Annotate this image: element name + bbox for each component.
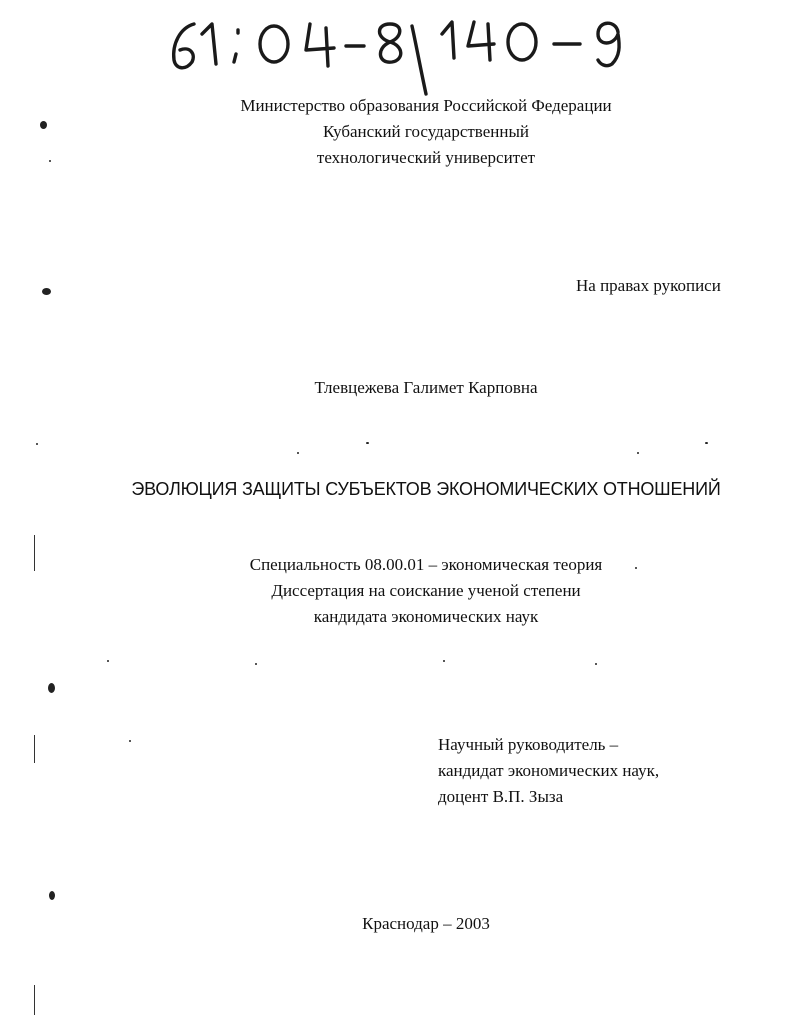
scan-speck xyxy=(49,160,51,162)
degree-line2: кандидата экономических наук xyxy=(313,607,539,626)
scan-speck xyxy=(255,663,257,665)
supervisor-line2: кандидат экономических наук, xyxy=(438,761,660,780)
dissertation-title: ЭВОЛЮЦИЯ ЗАЩИТЫ СУБЪЕКТОВ ЭКОНОМИЧЕСКИХ ОТНОШЕНИЙ xyxy=(131,479,721,499)
scan-speck xyxy=(129,740,131,742)
scan-speck xyxy=(443,660,445,662)
university-name-line1: Кубанский государственный xyxy=(323,122,529,141)
scan-speck xyxy=(48,683,55,693)
scan-speck xyxy=(635,567,637,569)
scan-speck xyxy=(637,452,639,454)
supervisor-line3: доцент В.П. Зыза xyxy=(438,787,564,806)
university-name-line2: технологический университет xyxy=(316,148,536,167)
specialty-line: Специальность 08.00.01 – экономическая теория xyxy=(249,555,603,574)
city-year: Краснодар – 2003 xyxy=(362,914,490,933)
handwritten-archive-mark xyxy=(150,4,650,96)
scan-speck xyxy=(42,288,51,295)
scan-speck xyxy=(705,442,708,444)
scan-speck xyxy=(366,442,369,444)
scan-speck xyxy=(107,660,109,662)
scan-speck xyxy=(595,663,597,665)
scan-speck xyxy=(40,121,47,129)
scan-speck xyxy=(36,443,38,445)
margin-mark xyxy=(34,535,35,571)
degree-line1: Диссертация на соискание ученой степени xyxy=(271,581,581,600)
ministry-name: Министерство образования Российской Федерации xyxy=(240,96,612,115)
scan-speck xyxy=(49,891,55,900)
scan-speck xyxy=(297,452,299,454)
author-name: Тлевцежева Галимет Карповна xyxy=(314,378,538,397)
manuscript-note: На правах рукописи xyxy=(576,276,721,295)
supervisor-line1: Научный руководитель – xyxy=(438,735,619,754)
margin-mark xyxy=(34,985,35,1015)
margin-mark xyxy=(34,735,35,763)
